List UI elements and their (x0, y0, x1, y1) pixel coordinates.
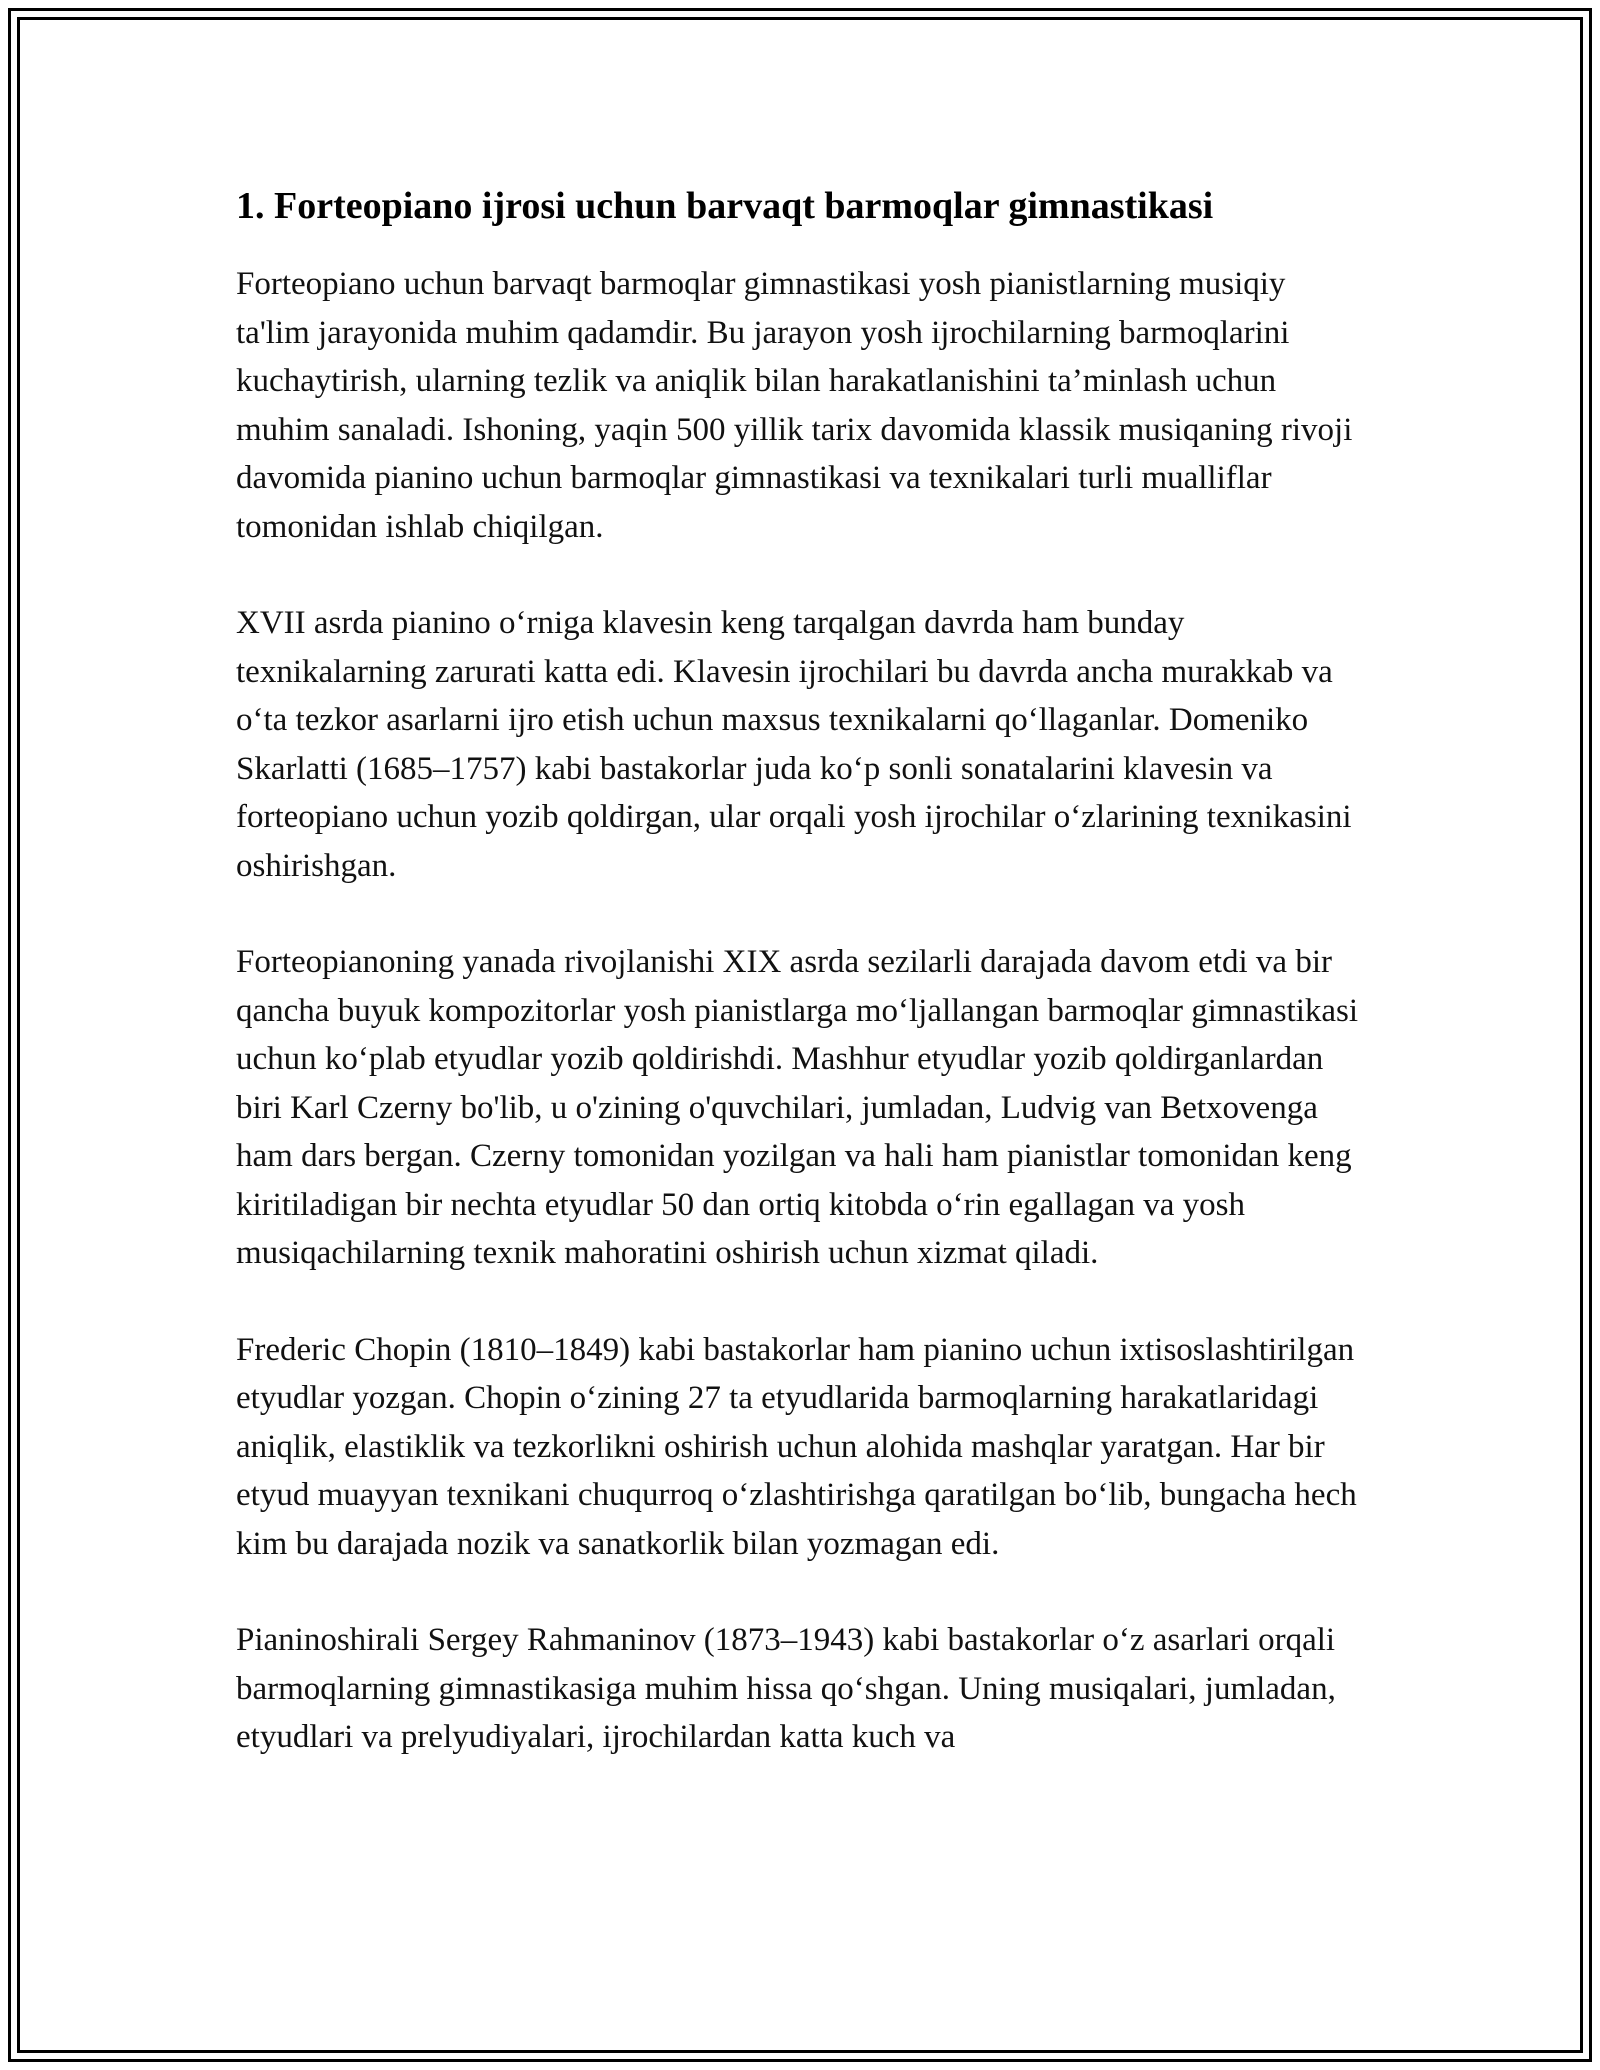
paragraph-2: XVII asrda pianino o‘rniga klavesin keng tarqalgan davrda ham bunday texnikalarning zarurati katta edi. Klavesin ijrochilari bu davrda ancha murakkab va o‘ta tezkor asarlarni ijro etish uchun maxsus texnikalarni qo‘llaganlar. Domeniko Skarlatti (1685–1757) kabi bastakorlar juda ko‘p sonli sonatalarini klavesin va forteopiano uchun yozib qoldirgan, ular orqali yosh ijrochilar o‘zlarining texnikasini oshirishgan. (236, 605, 1352, 884)
paragraph-5: Pianinoshirali Sergey Rahmaninov (1873–1943) kabi bastakorlar o‘z asarlari orqali barmoqlarning gimnastikasiga muhim hissa qo‘shgan. Uning musiqalari, jumladan, etyudlari va prelyudiyalari, ijrochilardan katta kuch va (236, 1622, 1336, 1755)
paragraph-1: Forteopiano uchun barvaqt barmoqlar gimnastikasi yosh pianistlarning musiqiy ta'lim jarayonida muhim qadamdir. Bu jarayon yosh ijrochilarning barmoqlarini kuchaytirish, ularning tezlik va aniqlik bilan harakatlanishini ta’minlash uchun muhim sanaladi. Ishoning, yaqin 500 yillik tarix davomida klassik musiqaning rivoji davomida pianino uchun barmoqlar gimnastikasi va texnikalari turli mualliflar tomonidan ishlab chiqilgan. (236, 266, 1353, 545)
section-heading: 1. Forteopiano ijrosi uchun barvaqt barmoqlar gimnastikasi (236, 185, 1214, 227)
document-body (236, 180, 1366, 1810)
paragraph-3: Forteopianoning yanada rivojlanishi XIX asrda sezilarli darajada davom etdi va bir qancha buyuk kompozitorlar yosh pianistlarga mo‘ljallangan barmoqlar gimnastikasi uchun ko‘plab etyudlar yozib qoldirishdi. Mashhur etyudlar yozib qoldirganlardan biri Karl Czerny bo'lib, u o'zining o'quvchilari, jumladan, Ludvig van Betxovenga ham dars bergan. Czerny tomonidan yozilgan va hali ham pianistlar tomonidan keng kiritiladigan bir nechta etyudlar 50 dan ortiq kitobda o‘rin egallagan va yosh musiqachilarning texnik mahoratini oshirish uchun xizmat qiladi. (236, 944, 1359, 1271)
paragraph-4: Frederic Chopin (1810–1849) kabi bastakorlar ham pianino uchun ixtisoslashtirilgan etyudlar yozgan. Chopin o‘zining 27 ta etyudlarida barmoqlarning harakatlaridagi aniqlik, elastiklik va tezkorlikni oshirish uchun alohida mashqlar yaratgan. Har bir etyud muayyan texnikani chuqurroq o‘zlashtirishga qaratilgan bo‘lib, bungacha hech kim bu darajada nozik va sanatkorlik bilan yozmagan edi. (236, 1331, 1357, 1562)
